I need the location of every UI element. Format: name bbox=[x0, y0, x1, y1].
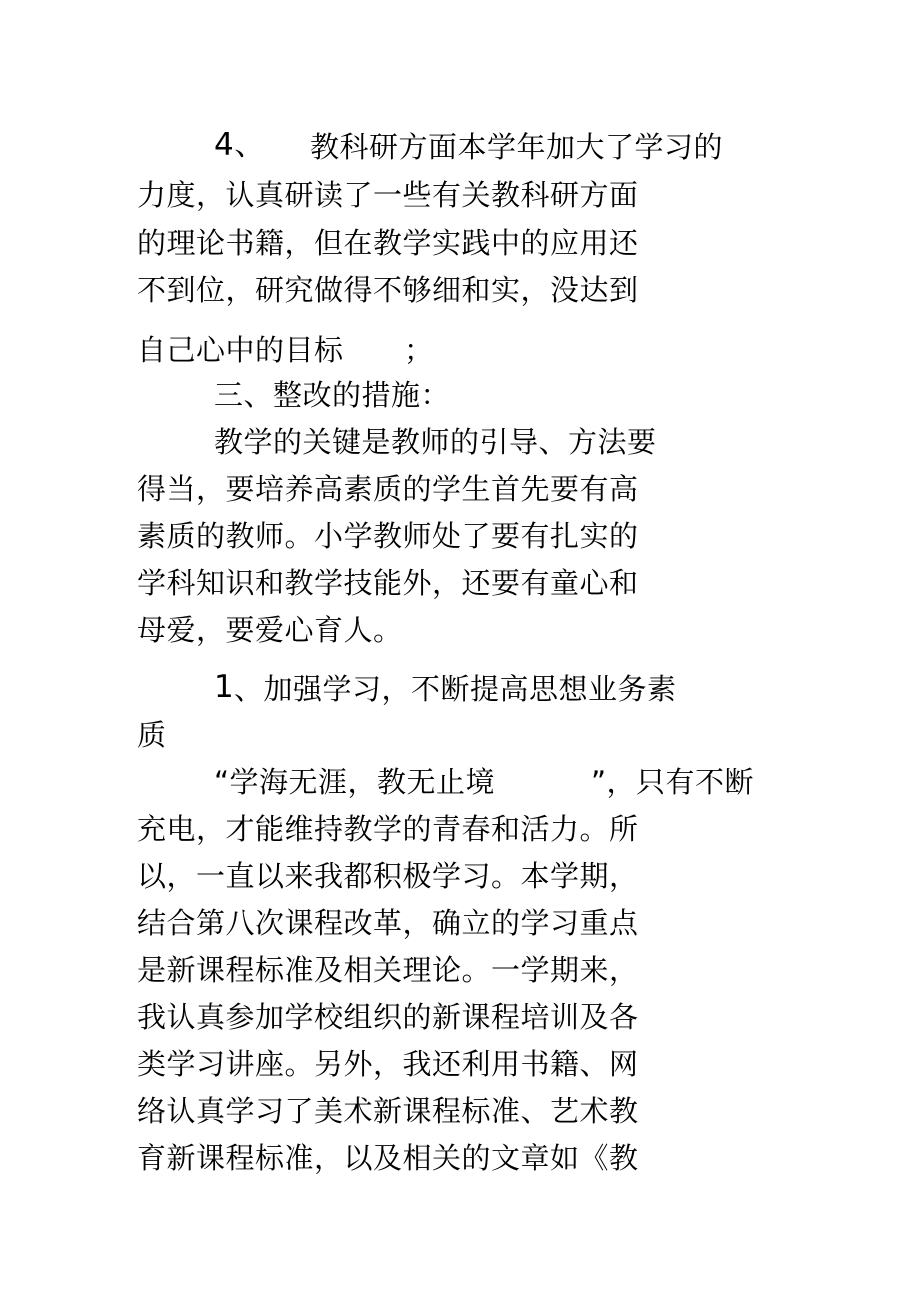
intro-line-1: 教学的关键是教师的引导、方法要 bbox=[214, 425, 657, 459]
para-line-5: 是新课程标准及相关理论。一学期来， bbox=[137, 953, 639, 987]
intro-line-3: 素质的教师。小学教师处了要有扎实的 bbox=[137, 519, 639, 553]
section-4-line-3: 的理论书籍，但在教学实践中的应用还 bbox=[137, 226, 639, 260]
section-4-line-5-punct: ； bbox=[404, 333, 434, 367]
section-3-heading: 三、整改的措施： bbox=[214, 378, 451, 412]
item-1-number: 1 bbox=[214, 669, 235, 705]
section-4-line-4: 不到位，研究做得不够细和实，没达到 bbox=[137, 273, 639, 307]
section-4-number: 4、 bbox=[214, 127, 266, 163]
para-line-7: 类学习讲座。另外，我还利用书籍、网 bbox=[137, 1047, 639, 1081]
section-4-line-1: 教科研方面本学年加大了学习的 bbox=[310, 130, 724, 164]
intro-line-2: 得当，要培养高素质的学生首先要有高 bbox=[137, 472, 639, 506]
para-line-3: 以，一直以来我都积极学习。本学期， bbox=[137, 859, 639, 893]
para-line-4: 结合第八次课程改革，确立的学习重点 bbox=[137, 906, 639, 940]
para-line-1-b: ”，只有不断 bbox=[591, 765, 755, 799]
para-line-2: 充电，才能维持教学的青春和活力。所 bbox=[137, 812, 639, 846]
item-1-title: 、加强学习，不断提高思想业务素 bbox=[234, 672, 677, 706]
intro-line-5: 母爱，要爱心育人。 bbox=[137, 613, 403, 647]
para-line-6: 我认真参加学校组织的新课程培训及各 bbox=[137, 1000, 639, 1034]
section-4-line-5: 自己心中的目标 bbox=[137, 333, 344, 367]
intro-line-4: 学科知识和教学技能外，还要有童心和 bbox=[137, 566, 639, 600]
para-line-1-a: “学海无涯，教无止境 bbox=[214, 765, 496, 799]
section-4-line-2: 力度，认真研读了一些有关教科研方面 bbox=[137, 178, 639, 212]
para-line-8: 络认真学习了美术新课程标准、艺术教 bbox=[137, 1094, 639, 1128]
para-line-9: 育新课程标准，以及相关的文章如《教 bbox=[137, 1141, 639, 1175]
item-1-title-cont: 质 bbox=[137, 718, 167, 752]
